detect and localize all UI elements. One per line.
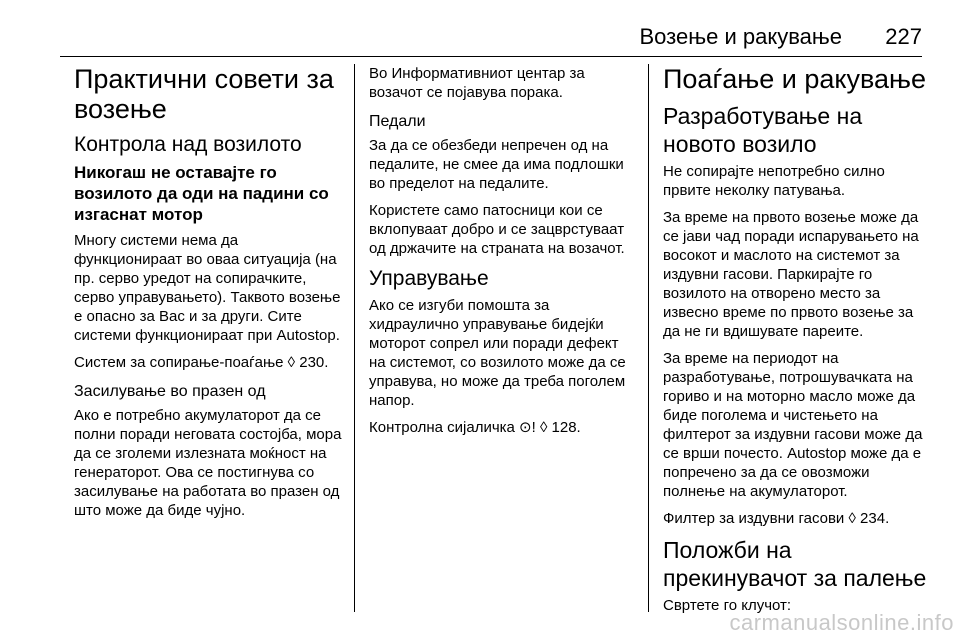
section-title: Практични совети за возење — [74, 64, 334, 124]
chapter-title: Возење и ракување — [639, 24, 842, 49]
paragraph: Ако се изгуби помошта за хидраулично управување бидејќи моторот сопрел или поради дефект на системот, со возилото може да се управува, но може да треба поголем напор. — [369, 297, 626, 409]
column-divider — [354, 64, 355, 612]
column-2 — [369, 64, 634, 445]
watermark: carmanualsonline.info — [729, 610, 954, 635]
page-number: 227 — [885, 24, 922, 49]
subsection-title: Управување — [369, 267, 489, 290]
column-3 — [663, 64, 933, 623]
column-divider — [648, 64, 649, 612]
subsection-title: Разработување на новото возило — [663, 103, 863, 157]
subsection-title: Контрола над возилото — [74, 133, 302, 156]
paragraph: Во Информативниот центар за возачот се појавува порака. — [369, 65, 585, 101]
section-title: Поаѓање и ракување — [663, 64, 926, 94]
topic-heading: Засилување во празен од — [74, 383, 266, 400]
header-rule — [60, 56, 922, 57]
topic-heading: Педали — [369, 113, 426, 130]
paragraph: Свртете го клучот: — [663, 597, 792, 614]
cross-reference: Систем за сопирање-поаѓање ◊ 230. — [74, 354, 329, 371]
paragraph: Многу системи нема да функционираат во оваа ситуација (на пр. серво уредот на сопирачките, серво управувањето). Таквото возење е опасно за Вас и за други. Сите системи функционираат при Autostop. — [74, 232, 341, 344]
paragraph: Ако е потребно акумулаторот да се полни поради неговата состојба, мора да се зголеми излезната моќност на генераторот. Ова се постигнува со засилување на работата во празен од што може да биде чујно. — [74, 407, 342, 519]
cross-reference: Филтер за издувни гасови ◊ 234. — [663, 510, 890, 527]
paragraph: Не сопирајте непотребно силно првите неколку патувања. — [663, 163, 885, 199]
page-header — [60, 24, 922, 54]
paragraph: За време на првото возење може да се јави чад поради испарувањето на восокот и маслото на системот за издувни гасови. Паркирајте го возилото на отворено место за извесно време по првото возење за да не ги вдишувате пареите. — [663, 209, 919, 340]
column-1 — [74, 64, 344, 528]
paragraph: За време на периодот на разработување, потрошувачката на гориво и на моторно масло може да биде поголема и чистењето на филтерот за издувни гасови може да се врши почесто. Autostop може да е попречено за да се овозможи полнење на акумулаторот. — [663, 350, 923, 500]
cross-reference: Контролна сијаличка ⊙! ◊ 128. — [369, 419, 581, 436]
warning-heading: Никогаш не оставајте го возилото да оди на падини со изгаснат мотор — [74, 163, 329, 224]
paragraph: За да се обезбеди непречен од на педалите, не смее да има подлошки во пределот на педалите. — [369, 137, 624, 192]
subsection-title: Положби на прекинувачот за палење — [663, 537, 927, 591]
paragraph: Користете само патосници кои се вклопуваат добро и се зацврстуваат од држачите на страната на возачот. — [369, 202, 625, 257]
